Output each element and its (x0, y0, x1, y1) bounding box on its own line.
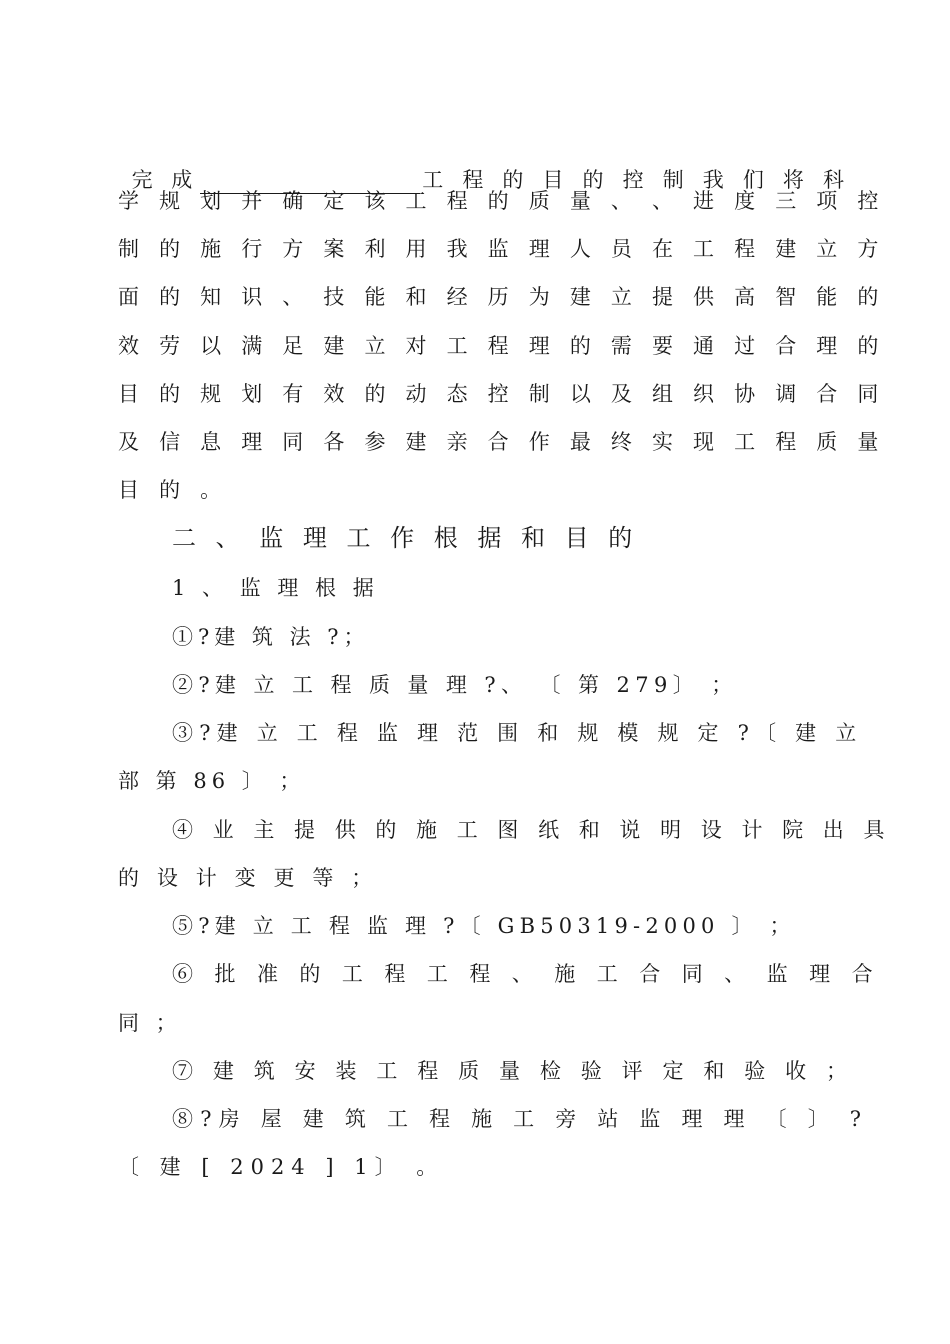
list-item: ⑥ 批 准 的 工 程 工 程 、 施 工 合 同 、 监 理 合 (172, 962, 881, 986)
paragraph-line: 目 的 。 (118, 478, 228, 502)
paragraph-text: 完 成 (131, 168, 199, 192)
list-item: ⑧?房 屋 建 筑 工 程 施 工 旁 站 监 理 理 〔 〕 ? (172, 1107, 869, 1131)
paragraph-line (118, 138, 850, 194)
list-item: ①?建 筑 法 ?； (172, 625, 370, 649)
list-item-continuation: 的 设 计 变 更 等 ； (118, 866, 378, 890)
paragraph-line: 目 的 规 划 有 效 的 动 态 控 制 以 及 组 织 协 调 合 同 (118, 382, 886, 406)
section-heading: 二 、 监 理 工 作 根 据 和 目 的 (172, 524, 639, 552)
list-item: ③?建 立 工 程 监 理 范 围 和 规 模 规 定 ?〔 建 立 (172, 721, 863, 745)
list-item-continuation: 同 ； (118, 1011, 182, 1035)
list-item: ④ 业 主 提 供 的 施 工 图 纸 和 说 明 设 计 院 出 具 (172, 818, 891, 842)
paragraph-line: 效 劳 以 满 足 建 立 对 工 程 理 的 需 要 通 过 合 理 的 (118, 334, 886, 358)
list-item: ⑤?建 立 工 程 监 理 ?〔 GB50319-2000 〕 ； (172, 914, 796, 938)
list-item-continuation: 部 第 86 〕 ； (118, 769, 306, 793)
paragraph-line: 制 的 施 行 方 案 利 用 我 监 理 人 员 在 工 程 建 立 方 (118, 237, 886, 261)
paragraph-line: 及 信 息 理 同 各 参 建 亲 合 作 最 终 实 现 工 程 质 量 (118, 430, 886, 454)
paragraph-line: 学 规 划 并 确 定 该 工 程 的 质 量 、 、 进 度 三 项 控 (118, 189, 886, 213)
paragraph-line: 面 的 知 识 、 技 能 和 经 历 为 建 立 提 供 高 智 能 的 (118, 285, 886, 309)
list-item: ②?建 立 工 程 质 量 理 ?、 〔 第 279〕 ； (172, 673, 738, 697)
list-item: ⑦ 建 筑 安 装 工 程 质 量 检 验 评 定 和 验 收 ； (172, 1059, 854, 1083)
paragraph-text: 工 程 的 目 的 控 制 我 们 将 科 (422, 168, 851, 192)
list-item-continuation: 〔 建 [ 2024 ] 1〕 。 (118, 1155, 445, 1179)
subsection-heading: 1 、 监 理 根 据 (172, 576, 379, 600)
